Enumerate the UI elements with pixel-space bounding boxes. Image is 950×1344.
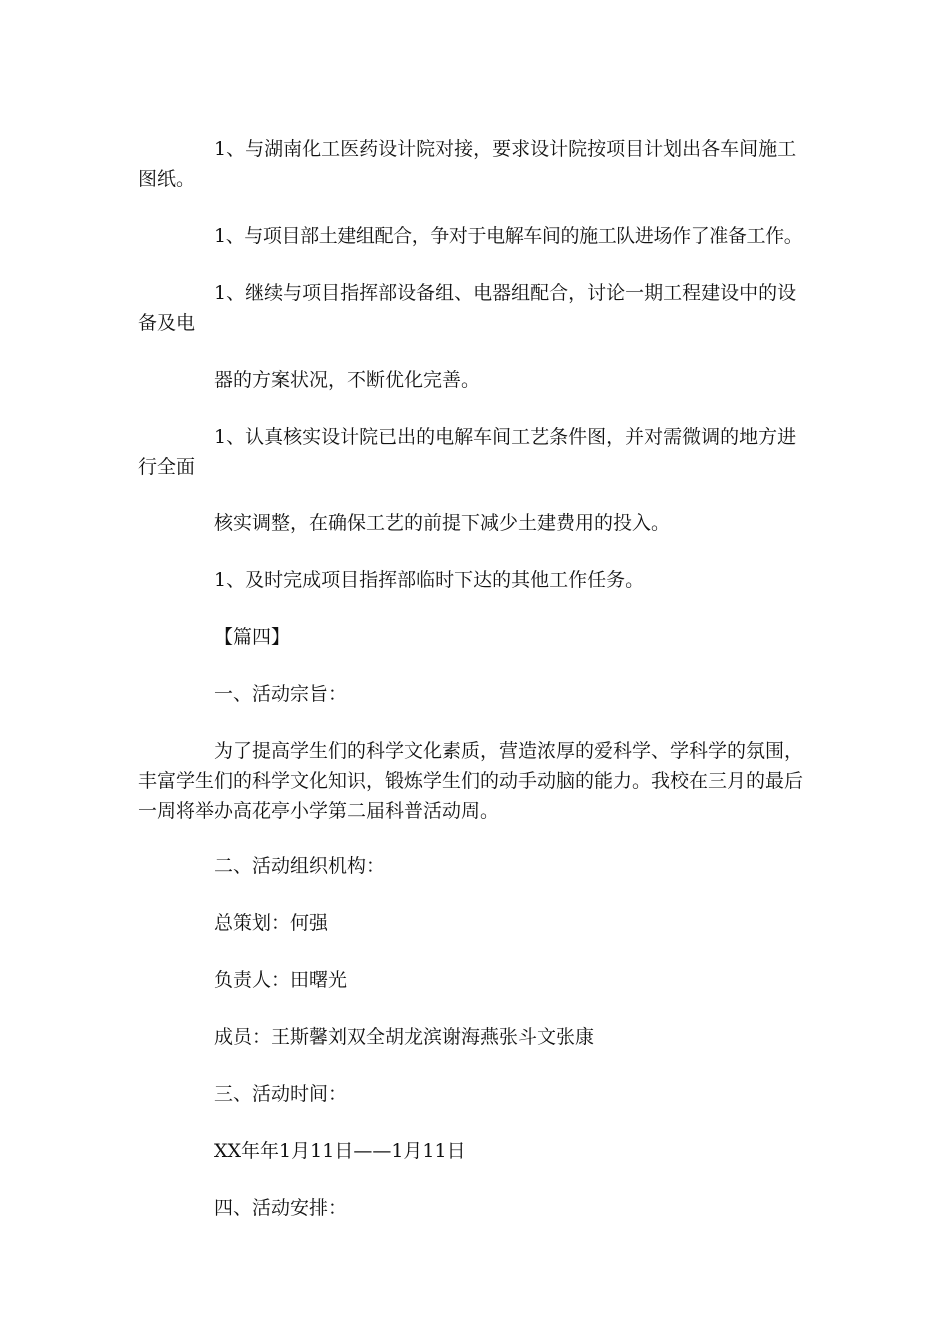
heading-organization: 二、活动组织机构： <box>214 855 386 877</box>
paragraph-verify-drawings: 1、认真核实设计院已出的电解车间工艺条件图，并对需微调的地方进行全面 <box>138 426 797 478</box>
heading-activity-arrangement: 四、活动安排： <box>214 1197 348 1219</box>
paragraph-design-institute: 1、与湖南化工医药设计院对接，要求设计院按项目计划出各车间施工图纸。 <box>138 138 797 190</box>
paragraph-other-tasks: 1、及时完成项目指挥部临时下达的其他工作任务。 <box>214 569 645 591</box>
paragraph-equipment-continuation: 器的方案状况，不断优化完善。 <box>214 369 481 391</box>
person-in-charge-line: 负责人：田曙光 <box>214 969 348 991</box>
section-heading-part-four: 【篇四】 <box>214 626 291 648</box>
paragraph-civil-coordination: 1、与项目部土建组配合，争对于电解车间的施工队进场作了准备工作。 <box>214 225 803 247</box>
heading-activity-time: 三、活动时间： <box>214 1083 348 1105</box>
paragraph-activity-purpose: 为了提高学生们的科学文化素质，营造浓厚的爱科学、学科学的氛围，丰富学生们的科学文化知识，锻炼学生们的动手动脑的能力。我校在三月的最后一周将举办高花亭小学第二届科普活动周。 <box>138 740 804 822</box>
paragraph-verify-continuation: 核实调整，在确保工艺的前提下减少土建费用的投入。 <box>214 512 671 534</box>
heading-activity-purpose: 一、活动宗旨： <box>214 683 348 705</box>
organizer-line: 总策划：何强 <box>214 912 329 934</box>
activity-date-range: XX年年1月11日——1月11日 <box>214 1140 466 1162</box>
members-line: 成员：王斯馨刘双全胡龙滨谢海燕张斗文张康 <box>214 1026 595 1048</box>
paragraph-equipment-coordination: 1、继续与项目指挥部设备组、电器组配合，讨论一期工程建设中的设备及电 <box>138 282 797 334</box>
